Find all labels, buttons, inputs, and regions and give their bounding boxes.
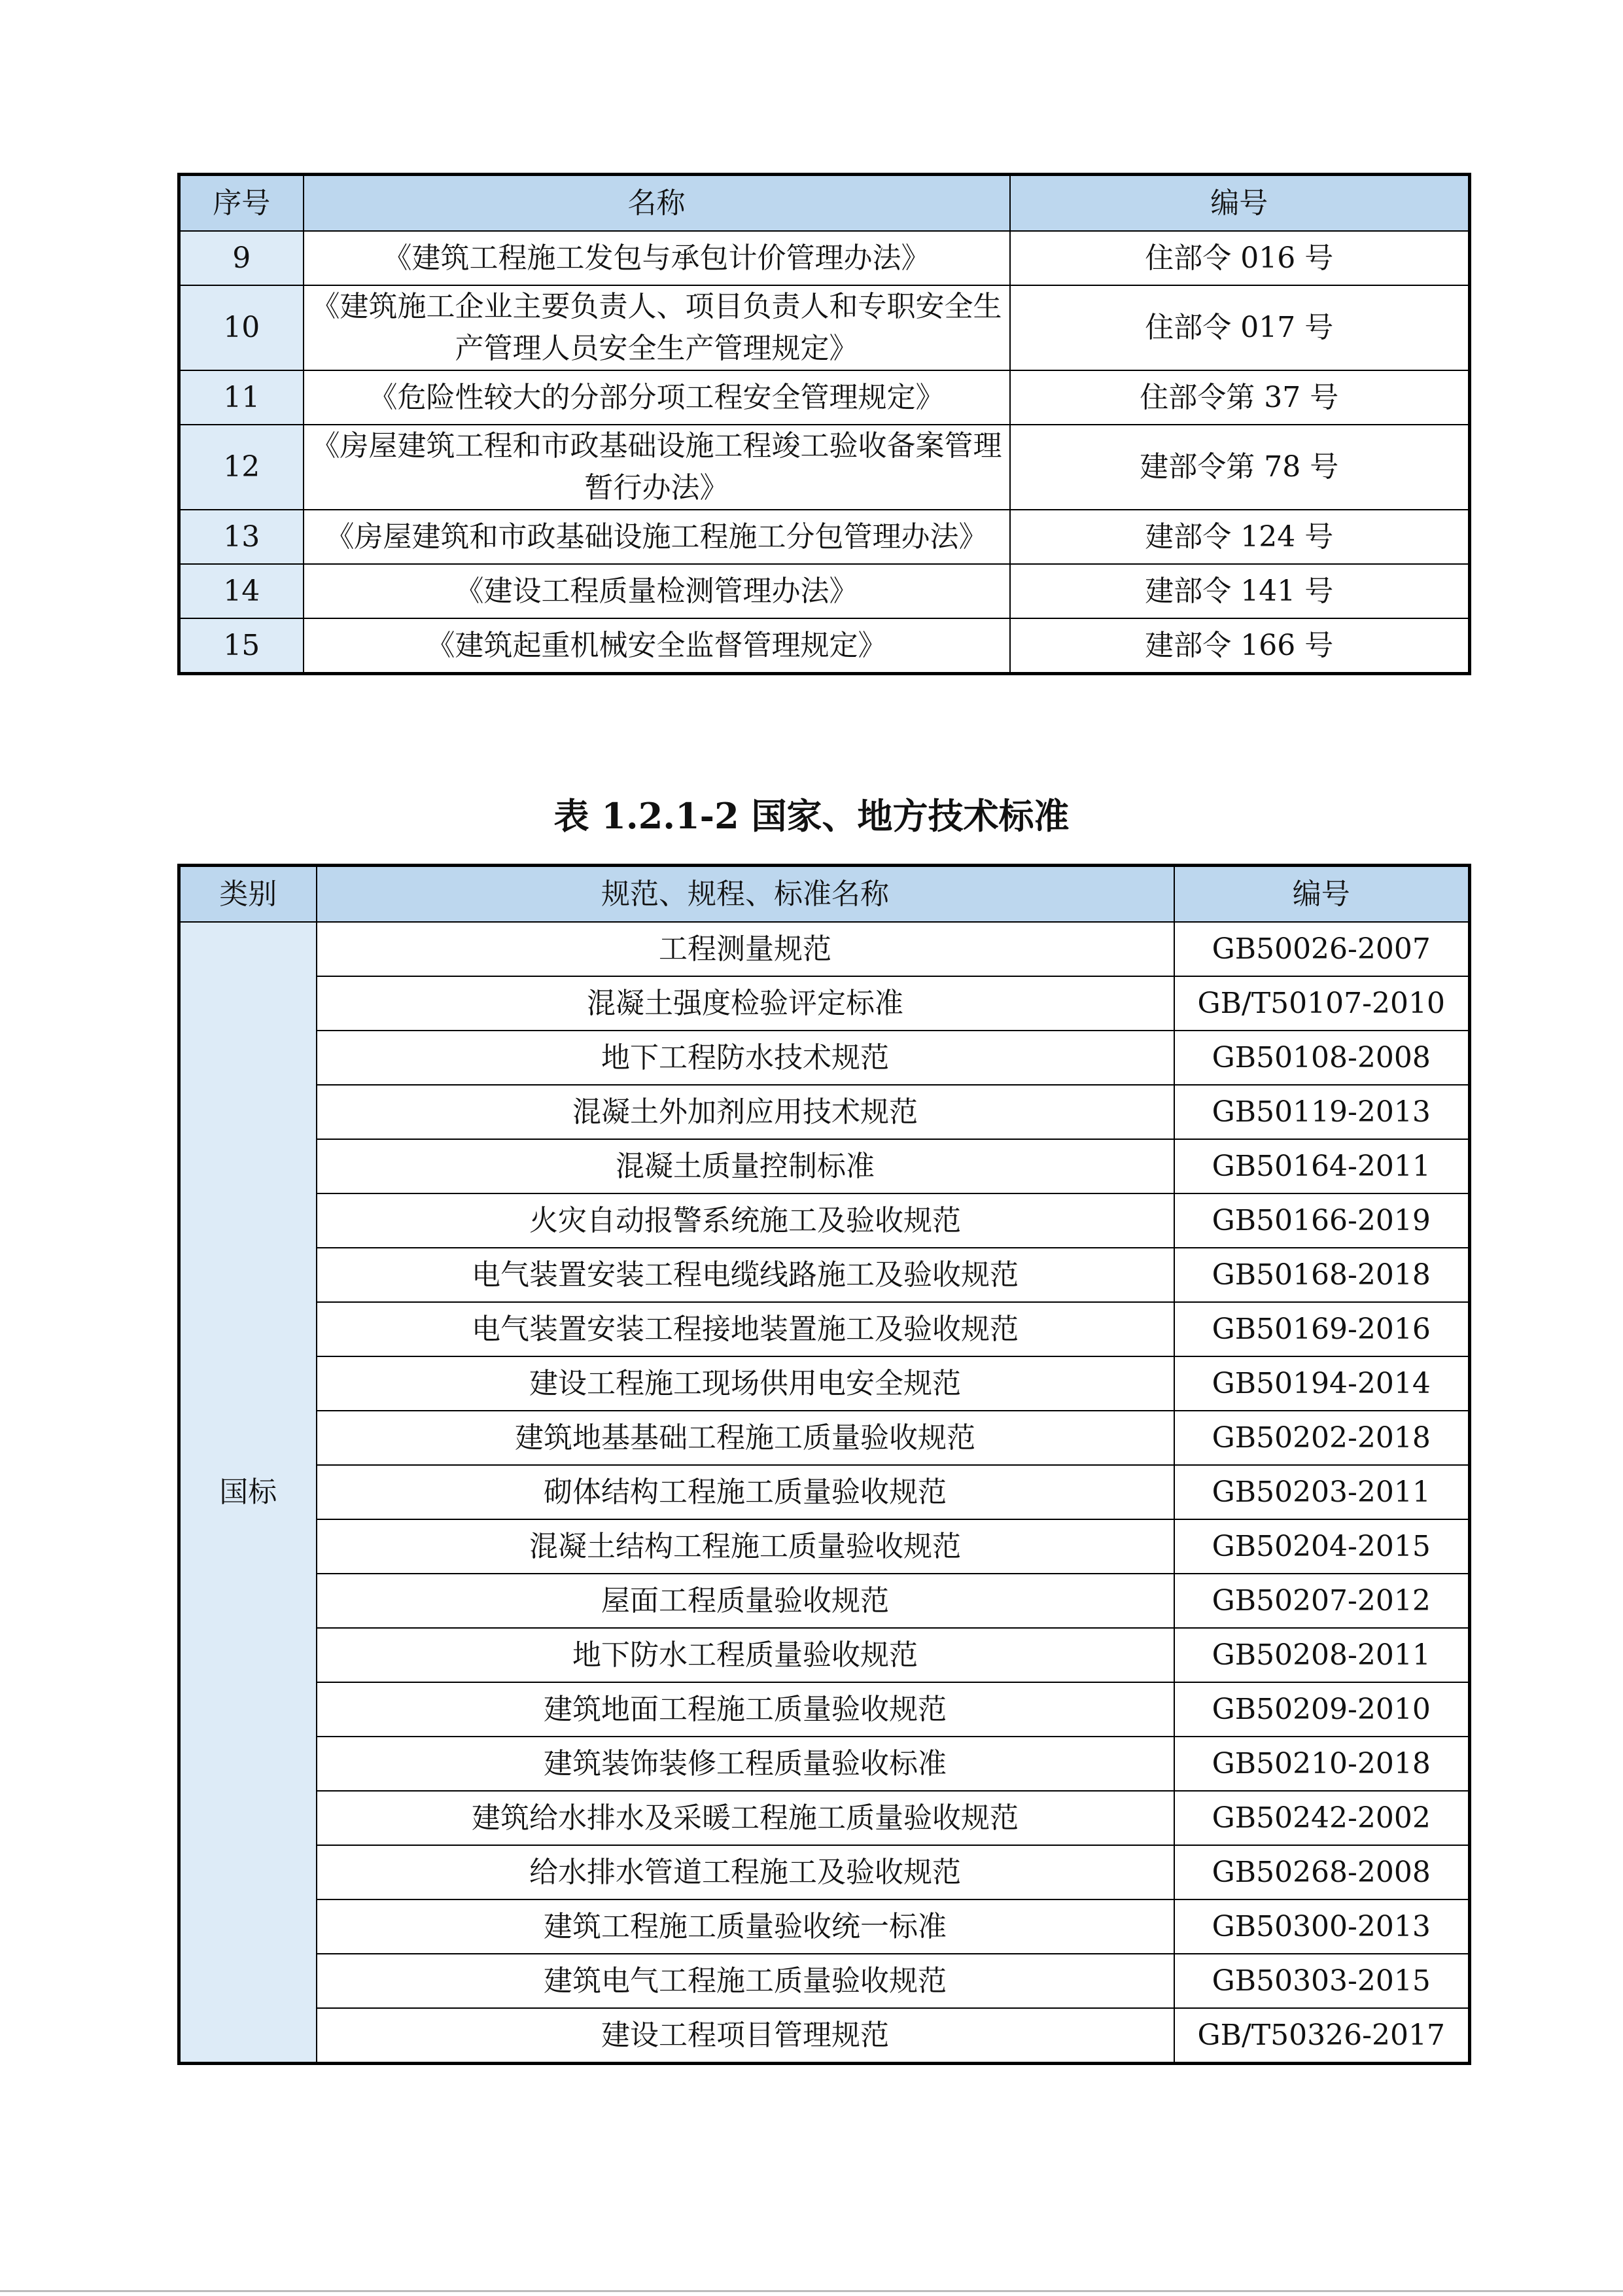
standard-name-cell: 建筑装饰装修工程质量验收标准	[317, 1737, 1174, 1791]
table-row	[179, 922, 1470, 976]
table-row	[179, 1411, 1470, 1465]
table-row	[179, 1085, 1470, 1139]
standard-name-cell: 混凝土外加剂应用技术规范	[317, 1085, 1174, 1139]
standard-name-cell: 混凝土强度检验评定标准	[317, 976, 1174, 1031]
header-serial: 序号	[179, 175, 304, 232]
standard-code-cell: GB50303-2015	[1174, 1954, 1470, 2008]
serial-cell: 12	[179, 425, 304, 510]
code-cell: 住部令 017 号	[1010, 285, 1470, 370]
table-row	[179, 1954, 1470, 2008]
standard-name-cell: 火灾自动报警系统施工及验收规范	[317, 1193, 1174, 1248]
code-cell: 建部令 124 号	[1010, 510, 1470, 564]
standard-code-cell: GB/T50326-2017	[1174, 2008, 1470, 2064]
header-standard-name: 规范、规程、标准名称	[317, 866, 1174, 923]
standard-name-cell: 建筑电气工程施工质量验收规范	[317, 1954, 1174, 2008]
header-name: 名称	[304, 175, 1010, 232]
name-cell: 《房屋建筑和市政基础设施工程施工分包管理办法》	[304, 510, 1010, 564]
standard-code-cell: GB50166-2019	[1174, 1193, 1470, 1248]
table-row	[179, 1791, 1470, 1845]
table-row	[179, 1682, 1470, 1737]
table-row	[179, 1737, 1470, 1791]
table-row	[179, 1302, 1470, 1356]
name-cell: 《建设工程质量检测管理办法》	[304, 564, 1010, 618]
table-row	[179, 1899, 1470, 1954]
standard-code-cell: GB50119-2013	[1174, 1085, 1470, 1139]
standard-name-cell: 混凝土结构工程施工质量验收规范	[317, 1519, 1174, 1574]
standard-name-cell: 混凝土质量控制标准	[317, 1139, 1174, 1193]
name-cell: 《房屋建筑工程和市政基础设施工程竣工验收备案管理暂行办法》	[304, 425, 1010, 510]
table-row	[179, 1031, 1470, 1085]
standard-code-cell: GB50168-2018	[1174, 1248, 1470, 1302]
standard-name-cell: 建设工程施工现场供用电安全规范	[317, 1356, 1174, 1411]
regulations-table	[177, 173, 1471, 675]
standard-name-cell: 地下工程防水技术规范	[317, 1031, 1174, 1085]
serial-cell: 10	[179, 285, 304, 370]
standard-code-cell: GB50203-2011	[1174, 1465, 1470, 1519]
table-row	[179, 1193, 1470, 1248]
standard-name-cell: 建设工程项目管理规范	[317, 2008, 1174, 2064]
table-row	[179, 1465, 1470, 1519]
table-title: 表 1.2.1-2 国家、地方技术标准	[553, 795, 1070, 837]
table-row	[179, 2008, 1470, 2064]
standard-name-cell: 电气装置安装工程电缆线路施工及验收规范	[317, 1248, 1174, 1302]
standard-name-cell: 砌体结构工程施工质量验收规范	[317, 1465, 1174, 1519]
code-cell: 建部令 141 号	[1010, 564, 1470, 618]
standard-code-cell: GB50210-2018	[1174, 1737, 1470, 1791]
table-row	[179, 231, 1470, 285]
table-row	[179, 285, 1470, 370]
serial-cell: 15	[179, 618, 304, 674]
standard-code-cell: GB50164-2011	[1174, 1139, 1470, 1193]
standard-code-cell: GB50268-2008	[1174, 1845, 1470, 1899]
standard-code-cell: GB/T50107-2010	[1174, 976, 1470, 1031]
serial-cell: 13	[179, 510, 304, 564]
table-row	[179, 1519, 1470, 1574]
table-row	[179, 1574, 1470, 1628]
standard-name-cell: 屋面工程质量验收规范	[317, 1574, 1174, 1628]
standard-name-cell: 建筑地基基础工程施工质量验收规范	[317, 1411, 1174, 1465]
standards-table	[177, 864, 1471, 2065]
code-cell: 建部令第 78 号	[1010, 425, 1470, 510]
serial-cell: 9	[179, 231, 304, 285]
standard-code-cell: GB50300-2013	[1174, 1899, 1470, 1954]
header-code: 编号	[1010, 175, 1470, 232]
standard-code-cell: GB50026-2007	[1174, 922, 1470, 976]
standard-code-cell: GB50209-2010	[1174, 1682, 1470, 1737]
table-row	[179, 1248, 1470, 1302]
name-cell: 《建筑施工企业主要负责人、项目负责人和专职安全生产管理人员安全生产管理规定》	[304, 285, 1010, 370]
standard-name-cell: 工程测量规范	[317, 922, 1174, 976]
standard-code-cell: GB50202-2018	[1174, 1411, 1470, 1465]
name-cell: 《建筑起重机械安全监督管理规定》	[304, 618, 1010, 674]
code-cell: 建部令 166 号	[1010, 618, 1470, 674]
standard-name-cell: 给水排水管道工程施工及验收规范	[317, 1845, 1174, 1899]
standard-name-cell: 电气装置安装工程接地装置施工及验收规范	[317, 1302, 1174, 1356]
code-cell: 住部令第 37 号	[1010, 370, 1470, 425]
standard-name-cell: 地下防水工程质量验收规范	[317, 1628, 1174, 1682]
table-row	[179, 1356, 1470, 1411]
table-header-row	[179, 866, 1470, 923]
code-cell: 住部令 016 号	[1010, 231, 1470, 285]
standard-code-cell: GB50169-2016	[1174, 1302, 1470, 1356]
table-row	[179, 370, 1470, 425]
name-cell: 《危险性较大的分部分项工程安全管理规定》	[304, 370, 1010, 425]
standard-name-cell: 建筑地面工程施工质量验收规范	[317, 1682, 1174, 1737]
table-header-row	[179, 175, 1470, 232]
standard-code-cell: GB50194-2014	[1174, 1356, 1470, 1411]
standard-code-cell: GB50204-2015	[1174, 1519, 1470, 1574]
standard-code-cell: GB50242-2002	[1174, 1791, 1470, 1845]
category-cell: 国标	[179, 922, 317, 2064]
table-row	[179, 618, 1470, 674]
standard-code-cell: GB50207-2012	[1174, 1574, 1470, 1628]
standard-code-cell: GB50208-2011	[1174, 1628, 1470, 1682]
standard-code-cell: GB50108-2008	[1174, 1031, 1470, 1085]
table-row	[179, 1139, 1470, 1193]
standard-name-cell: 建筑工程施工质量验收统一标准	[317, 1899, 1174, 1954]
serial-cell: 14	[179, 564, 304, 618]
table-row	[179, 1628, 1470, 1682]
header-code: 编号	[1174, 866, 1470, 923]
name-cell: 《建筑工程施工发包与承包计价管理办法》	[304, 231, 1010, 285]
serial-cell: 11	[179, 370, 304, 425]
table-row	[179, 976, 1470, 1031]
table-row	[179, 1845, 1470, 1899]
standard-name-cell: 建筑给水排水及采暖工程施工质量验收规范	[317, 1791, 1174, 1845]
page-bottom-divider	[0, 2290, 1623, 2292]
table-row	[179, 425, 1470, 510]
table-row	[179, 564, 1470, 618]
header-category: 类别	[179, 866, 317, 923]
table-row	[179, 510, 1470, 564]
